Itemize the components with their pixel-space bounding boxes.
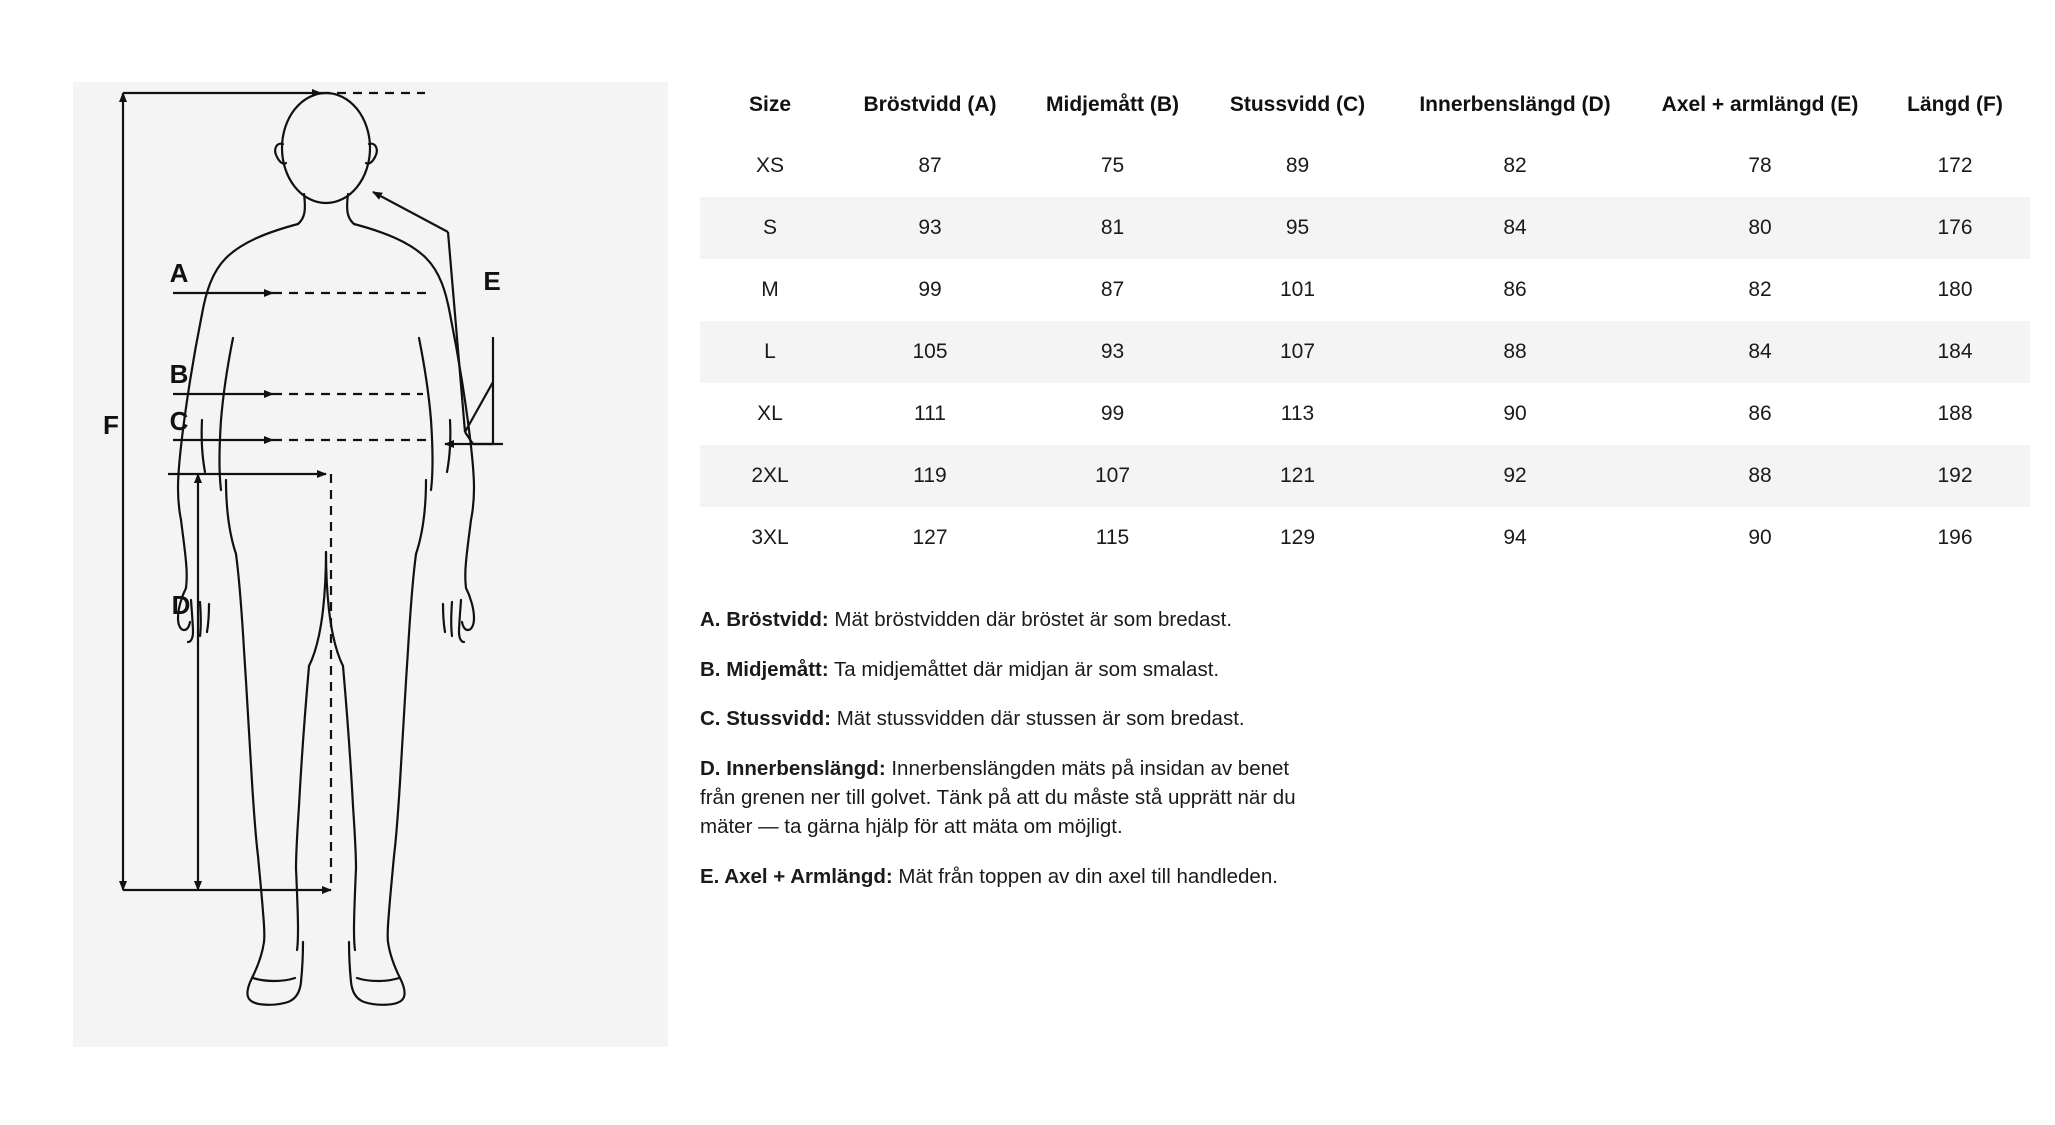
table-cell: 107 — [1279, 340, 1316, 363]
table-cell: 82 — [1748, 278, 1772, 301]
table-cell: 92 — [1503, 464, 1527, 487]
table-cell: 89 — [1285, 154, 1310, 177]
table-row — [700, 259, 2030, 321]
table-header-cell: Innerbenslängd (D) — [1419, 93, 1611, 116]
table-header-cell: Stussvidd (C) — [1229, 93, 1366, 116]
table-cell-size: S — [762, 216, 777, 239]
table-row — [700, 507, 2030, 569]
table-row — [700, 135, 2030, 197]
table-cell: 111 — [914, 402, 946, 425]
table-row — [700, 445, 2030, 507]
note-b-label: B. Midjemått: — [700, 657, 829, 681]
note-a-label: A. Bröstvidd: — [700, 608, 829, 631]
note-e-label: E. Axel + Armlängd: — [700, 864, 893, 888]
note-b-text: Ta midjemåttet där midjan är som smalast. — [828, 657, 1220, 681]
note-c — [700, 704, 1320, 733]
body-diagram — [73, 82, 668, 1047]
note-d-text: Innerbenslängden mäts på insidan av benet från grenen ner till golvet. Tänk på att du måste stå upprätt när du mäter — ta gärna hjälp för att mäta om möjligt. — [700, 756, 1296, 839]
table-cell: 127 — [912, 526, 948, 549]
table-cell: 172 — [1937, 154, 1973, 177]
note-c-text: Mät stussvidden där stussen är som bredast. — [831, 707, 1245, 731]
table-cell: 129 — [1279, 526, 1316, 549]
diagram-label-c: C — [169, 406, 189, 436]
note-a-text: Mät bröstvidden där bröstet är som bredast. — [828, 608, 1233, 631]
note-d — [700, 754, 1320, 841]
table-cell: 113 — [1280, 402, 1315, 425]
diagram-label-b: B — [169, 359, 189, 389]
human-figure-outline — [178, 93, 474, 1005]
table-header-cell: Längd (F) — [1907, 93, 2003, 116]
note-d-label: D. Innerbenslängd: — [700, 756, 886, 780]
table-cell: 99 — [1100, 402, 1125, 425]
note-e-text: Mät från toppen av din axel till handleden. — [892, 864, 1278, 888]
diagram-label-d: D — [171, 590, 191, 620]
diagram-label-a: A — [169, 258, 189, 288]
table-cell: 119 — [913, 464, 947, 487]
table-cell: 95 — [1285, 216, 1310, 239]
size-table — [700, 75, 2030, 569]
table-cell-size: XS — [755, 154, 784, 177]
table-cell: 196 — [1937, 526, 1973, 549]
table-cell: 90 — [1503, 402, 1527, 425]
table-header-cell: Bröstvidd (A) — [863, 93, 997, 116]
diagram-label-f: F — [103, 410, 119, 440]
table-cell: 80 — [1748, 216, 1772, 239]
body-diagram-panel — [73, 82, 668, 1047]
table-cell: 86 — [1748, 402, 1772, 425]
table-row — [700, 197, 2030, 259]
table-cell: 86 — [1503, 278, 1527, 301]
size-info-column — [700, 75, 2003, 905]
table-cell: 99 — [918, 278, 942, 301]
table-cell: 93 — [918, 216, 942, 239]
table-cell: 105 — [912, 340, 948, 363]
table-cell: 192 — [1937, 464, 1973, 487]
table-cell: 78 — [1748, 154, 1772, 177]
table-cell: 94 — [1503, 526, 1527, 549]
note-b — [700, 655, 1320, 684]
table-cell-size: M — [761, 278, 779, 301]
measurement-lines — [123, 93, 503, 890]
note-e — [700, 862, 1320, 891]
table-row — [700, 383, 2030, 445]
table-header-row — [700, 75, 2030, 135]
table-row — [700, 321, 2030, 383]
table-cell: 176 — [1937, 216, 1973, 239]
table-cell: 93 — [1100, 340, 1125, 363]
table-cell: 87 — [918, 154, 942, 177]
table-cell: 107 — [1094, 464, 1131, 487]
table-cell-size: 2XL — [751, 464, 789, 487]
table-cell: 88 — [1503, 340, 1527, 363]
table-cell: 90 — [1748, 526, 1772, 549]
table-header-cell: Size — [748, 93, 792, 116]
table-cell: 88 — [1748, 464, 1772, 487]
table-cell: 188 — [1937, 402, 1973, 425]
note-a — [700, 605, 1320, 634]
diagram-label-e: E — [483, 266, 501, 296]
table-cell: 75 — [1100, 154, 1125, 177]
table-cell: 84 — [1748, 340, 1772, 363]
table-cell: 184 — [1937, 340, 1973, 363]
table-cell: 180 — [1937, 278, 1973, 301]
table-cell: 121 — [1279, 464, 1316, 487]
table-cell-size: XL — [757, 402, 783, 425]
table-header-cell: Axel + armlängd (E) — [1661, 93, 1859, 116]
table-cell-size: L — [764, 340, 776, 363]
table-header-cell: Midjemått (B) — [1046, 93, 1179, 116]
table-cell: 81 — [1100, 216, 1125, 239]
table-cell-size: 3XL — [751, 526, 789, 549]
table-cell: 87 — [1100, 278, 1125, 301]
note-c-label: C. Stussvidd: — [700, 707, 831, 731]
table-cell: 84 — [1503, 216, 1527, 239]
measurement-notes — [700, 605, 1320, 891]
table-cell: 82 — [1503, 154, 1527, 177]
table-cell: 115 — [1095, 526, 1130, 549]
table-cell: 101 — [1279, 278, 1316, 301]
